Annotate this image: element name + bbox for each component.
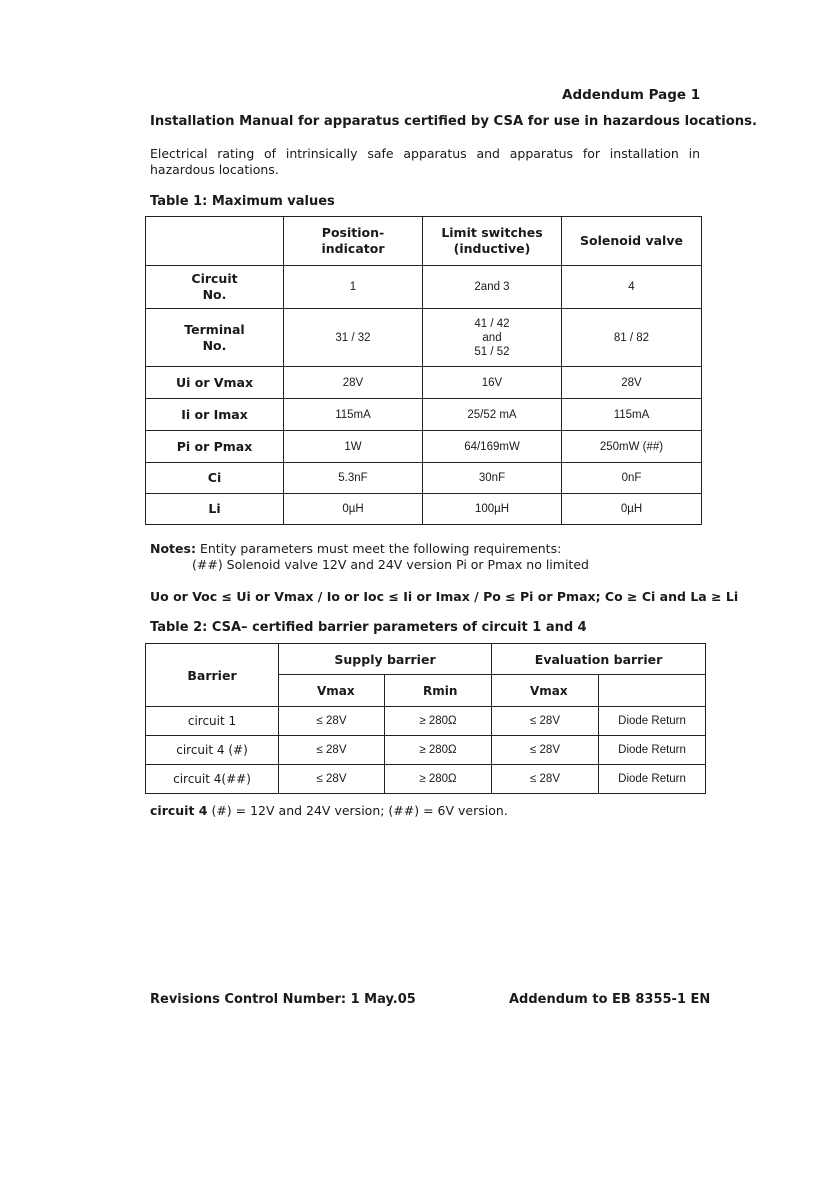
revision-control-number: Revisions Control Number: 1 May.05 [150,992,416,1007]
notes-label: Notes: [150,541,196,556]
table-cell: 100µH [423,494,562,525]
table-cell: 81 / 82 [562,309,702,367]
table-cell: ≥ 280Ω [385,736,492,765]
table-cell: 4 [562,266,702,309]
table-cell: 1 [284,266,423,309]
table-cell: ≤ 28V [492,736,599,765]
table-cell: 28V [284,367,423,399]
table-cell: ≤ 28V [279,736,385,765]
page-label: Addendum Page 1 [562,87,701,103]
row-header-pi-pmax: Pi or Pmax [146,431,284,463]
subheader-vmax: Vmax [492,675,599,707]
table-cell: 250mW (##) [562,431,702,463]
table-cell: 5.3nF [284,463,423,494]
table-cell: 0µH [562,494,702,525]
table-cell: Diode Return [599,765,706,794]
table-cell: 30nF [423,463,562,494]
row-header-li: Li [146,494,284,525]
table-cell: 28V [562,367,702,399]
table-cell: 31 / 32 [284,309,423,367]
supply-barrier-header: Supply barrier [279,644,492,675]
row-header-circuit-no: Circuit No. [146,266,284,309]
subheader-empty [599,675,706,707]
table-cell: 1W [284,431,423,463]
column-header-limit-switches: Limit switches (inductive) [423,217,562,266]
table-cell: ≤ 28V [279,765,385,794]
row-label-circuit-4-6v: circuit 4(##) [146,765,279,794]
table-cell: Diode Return [599,707,706,736]
notes-line-1: Entity parameters must meet the following requirements: [199,541,562,556]
intro-paragraph: Electrical rating of intrinsically safe apparatus and apparatus for installation in hazardous locations. [150,146,700,177]
column-header-solenoid-valve: Solenoid valve [562,217,702,266]
footnote-text: (#) = 12V and 24V version; (##) = 6V version. [207,803,508,818]
row-header-ui-vmax: Ui or Vmax [146,367,284,399]
entity-formula: Uo or Voc ≤ Ui or Vmax / Io or Ioc ≤ Ii or Imax / Po ≤ Pi or Pmax; Co ≥ Ci and La ≥ Li [150,589,739,604]
document-title: Installation Manual for apparatus certified by CSA for use in hazardous locations. [150,114,758,129]
table-cell: 41 / 42 and 51 / 52 [423,309,562,367]
evaluation-barrier-header: Evaluation barrier [492,644,706,675]
table-cell: ≥ 280Ω [385,765,492,794]
barrier-parameters-table [145,643,706,794]
notes-line-2: (##) Solenoid valve 12V and 24V version Pi or Pmax no limited [192,557,589,572]
table-cell: Diode Return [599,736,706,765]
table-cell: 2and 3 [423,266,562,309]
table-cell: 25/52 mA [423,399,562,431]
subheader-rmin: Rmin [385,675,492,707]
footnote-label: circuit 4 [150,803,208,818]
table-cell: 16V [423,367,562,399]
notes-block [150,541,561,556]
table-cell: ≥ 280Ω [385,707,492,736]
row-header-ci: Ci [146,463,284,494]
table2-caption: Table 2: CSA– certified barrier parameters of circuit 1 and 4 [150,620,587,635]
table1-corner-cell [146,217,284,266]
table-cell: ≤ 28V [492,707,599,736]
table-cell: 0nF [562,463,702,494]
row-header-ii-imax: Ii or Imax [146,399,284,431]
addendum-reference: Addendum to EB 8355-1 EN [509,992,711,1007]
table-cell: ≤ 28V [279,707,385,736]
barrier-header: Barrier [146,644,279,707]
maximum-values-table [145,216,702,525]
table-cell: 64/169mW [423,431,562,463]
table-cell: 0µH [284,494,423,525]
subheader-vmax: Vmax [279,675,385,707]
table1-caption: Table 1: Maximum values [150,194,335,209]
table-cell: 115mA [562,399,702,431]
column-header-position-indicator: Position- indicator [284,217,423,266]
row-header-terminal-no: Terminal No. [146,309,284,367]
row-label-circuit-1: circuit 1 [146,707,279,736]
circuit-footnote [150,803,508,818]
table-cell: 115mA [284,399,423,431]
table-cell: ≤ 28V [492,765,599,794]
row-label-circuit-4: circuit 4 (#) [146,736,279,765]
